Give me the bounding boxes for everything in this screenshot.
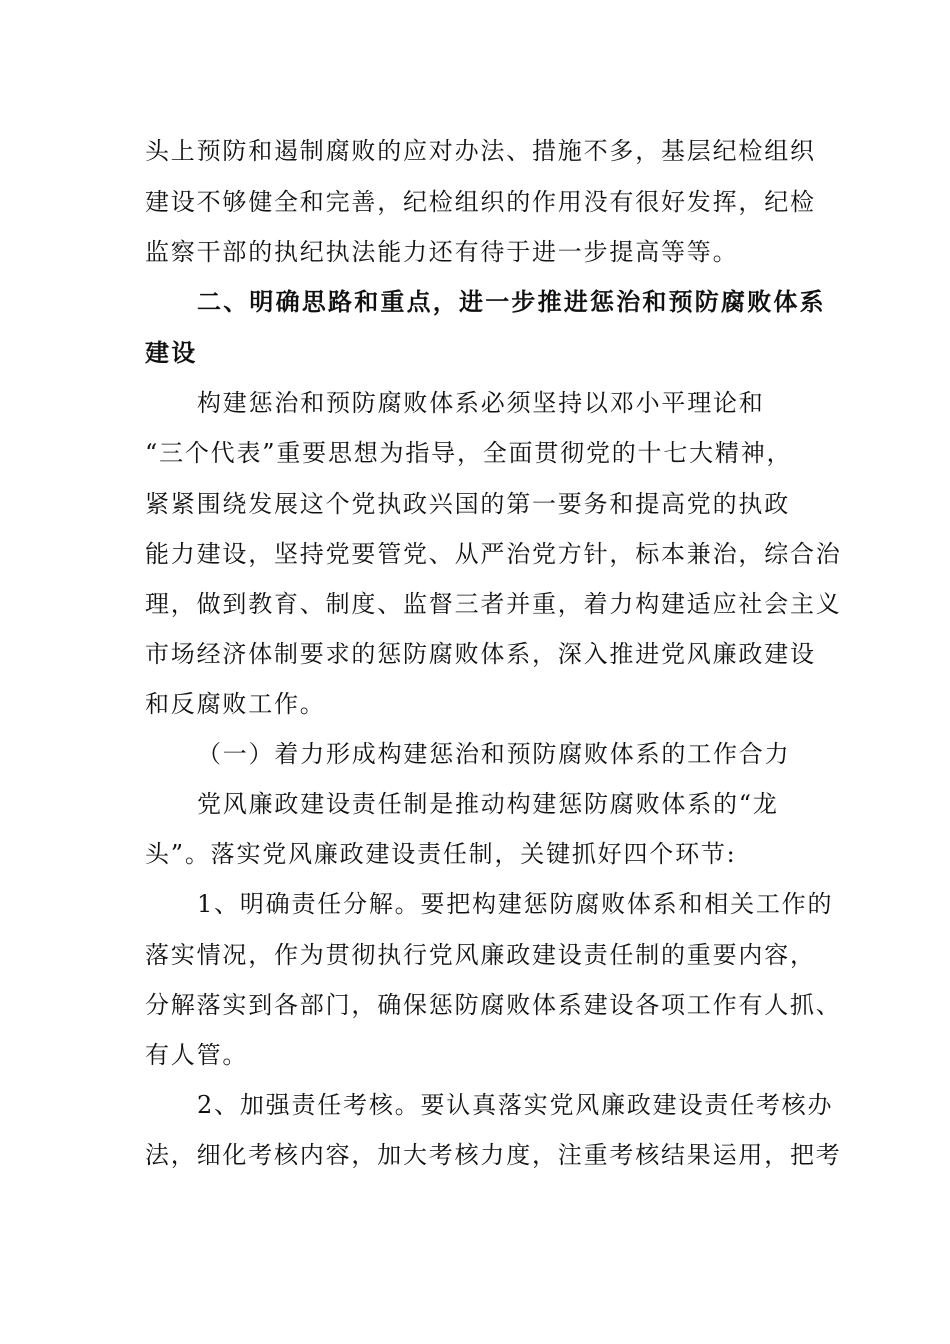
section-heading-line: 建设 <box>145 339 198 367</box>
body-text-line: 头”。落实党风廉政建设责任制，关键抓好四个环节: <box>145 840 737 868</box>
subsection-heading-line: （一）着力形成构建惩治和预防腐败体系的工作合力 <box>197 740 791 768</box>
body-text-line: 和反腐败工作。 <box>145 690 326 718</box>
body-text-line: 分解落实到各部门，确保惩防腐败体系建设各项工作有人抓、 <box>145 991 842 1019</box>
body-text-line: 法，细化考核内容，加大考核力度，注重考核结果运用，把考 <box>145 1141 842 1169</box>
body-text-line: 监察干部的执纪执法能力还有待于进一步提高等等。 <box>145 238 739 266</box>
body-text-line: 构建惩治和预防腐败体系必须坚持以邓小平理论和 <box>197 389 765 417</box>
body-text-line: 头上预防和遏制腐败的应对办法、措施不多，基层纪检组织 <box>145 137 816 165</box>
body-text-line: 紧紧围绕发展这个党执政兴国的第一要务和提高党的执政 <box>145 490 790 518</box>
body-text-line: 落实情况，作为贯彻执行党风廉政建设责任制的重要内容， <box>145 941 816 969</box>
body-text-line: 有人管。 <box>145 1041 249 1069</box>
body-text-line: 1、明确责任分解。要把构建惩防腐败体系和相关工作的 <box>197 890 834 918</box>
body-text-line: 建设不够健全和完善，纪检组织的作用没有很好发挥，纪检 <box>145 188 816 216</box>
body-text-line: 理，做到教育、制度、监督三者并重，着力构建适应社会主义 <box>145 590 842 618</box>
body-text-line: 能力建设，坚持党要管党、从严治党方针，标本兼治，综合治 <box>145 540 842 568</box>
section-heading-line: 二、明确思路和重点，进一步推进惩治和预防腐败体系 <box>197 288 826 316</box>
body-text-line: 市场经济体制要求的惩防腐败体系，深入推进党风廉政建设 <box>145 640 816 668</box>
body-text-line: 党风廉政建设责任制是推动构建惩防腐败体系的“龙 <box>197 790 779 818</box>
body-text-line: 2、加强责任考核。要认真落实党风廉政建设责任考核办 <box>197 1091 834 1119</box>
body-text-line: “三个代表”重要思想为指导，全面贯彻党的十七大精神， <box>145 439 793 467</box>
